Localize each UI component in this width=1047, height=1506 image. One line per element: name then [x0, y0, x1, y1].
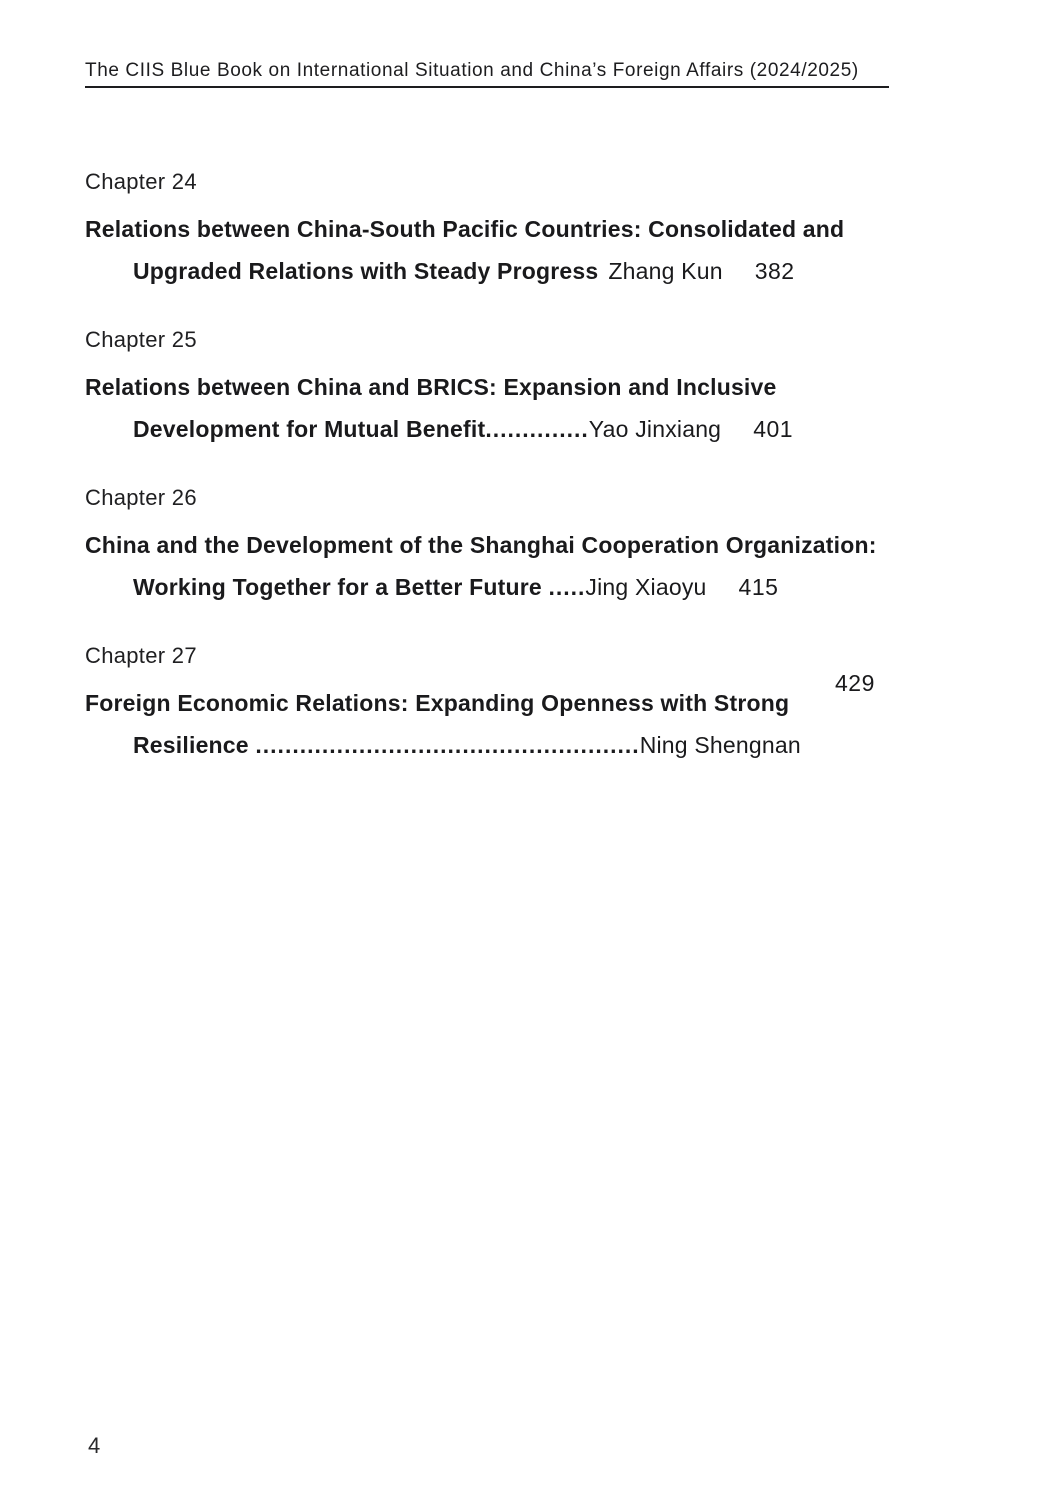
toc-entry-chapter-27 [85, 642, 990, 766]
chapter-title-line1: China and the Development of the Shanghai Cooperation Organization: [85, 532, 877, 558]
page-number: 429 [835, 670, 875, 695]
author-name: Ning Shengnan [639, 732, 801, 758]
author-name: Jing Xiaoyu [585, 574, 707, 600]
running-header-title: The CIIS Blue Book on International Situation and China’s Foreign Affairs (2024/2025) [85, 60, 889, 88]
chapter-title [85, 670, 990, 766]
author-name: Zhang Kun [608, 258, 723, 284]
chapter-title [85, 524, 990, 608]
chapter-title-line1: Foreign Economic Relations: Expanding Openness with Strong [85, 690, 790, 716]
chapter-title-line1: Relations between China-South Pacific Countries: Consolidated and [85, 216, 845, 242]
table-of-contents [85, 168, 990, 800]
chapter-title-line2: Development for Mutual Benefit..............Yao Jinxiang 401 [133, 416, 794, 442]
chapter-title [85, 366, 990, 450]
toc-entry-chapter-25 [85, 326, 990, 450]
author-name: Yao Jinxiang [588, 416, 722, 442]
chapter-title [85, 208, 990, 292]
footer-page-number: 4 [88, 1433, 101, 1458]
page-number: 401 [753, 416, 794, 442]
chapter-title-line2: Upgraded Relations with Steady Progress Zhang Kun 382 [133, 258, 795, 284]
toc-entry-chapter-24 [85, 168, 990, 292]
chapter-label: Chapter 24 [85, 169, 197, 194]
chapter-title-line2: Resilience ....................................................Ning Shengnan [133, 732, 801, 758]
dot-leader: .................................................... [255, 732, 640, 758]
chapter-label: Chapter 27 [85, 643, 197, 668]
page-number: 415 [738, 574, 779, 600]
chapter-title-line2: Working Together for a Better Future .....Jing Xiaoyu 415 [133, 574, 779, 600]
page-number: 382 [754, 258, 795, 284]
toc-entry-chapter-26 [85, 484, 990, 608]
chapter-label: Chapter 26 [85, 485, 197, 510]
dot-leader: .............. [485, 416, 589, 442]
dot-leader: ..... [548, 574, 586, 600]
running-header [85, 60, 997, 88]
chapter-title-line1: Relations between China and BRICS: Expansion and Inclusive [85, 374, 777, 400]
chapter-label: Chapter 25 [85, 327, 197, 352]
